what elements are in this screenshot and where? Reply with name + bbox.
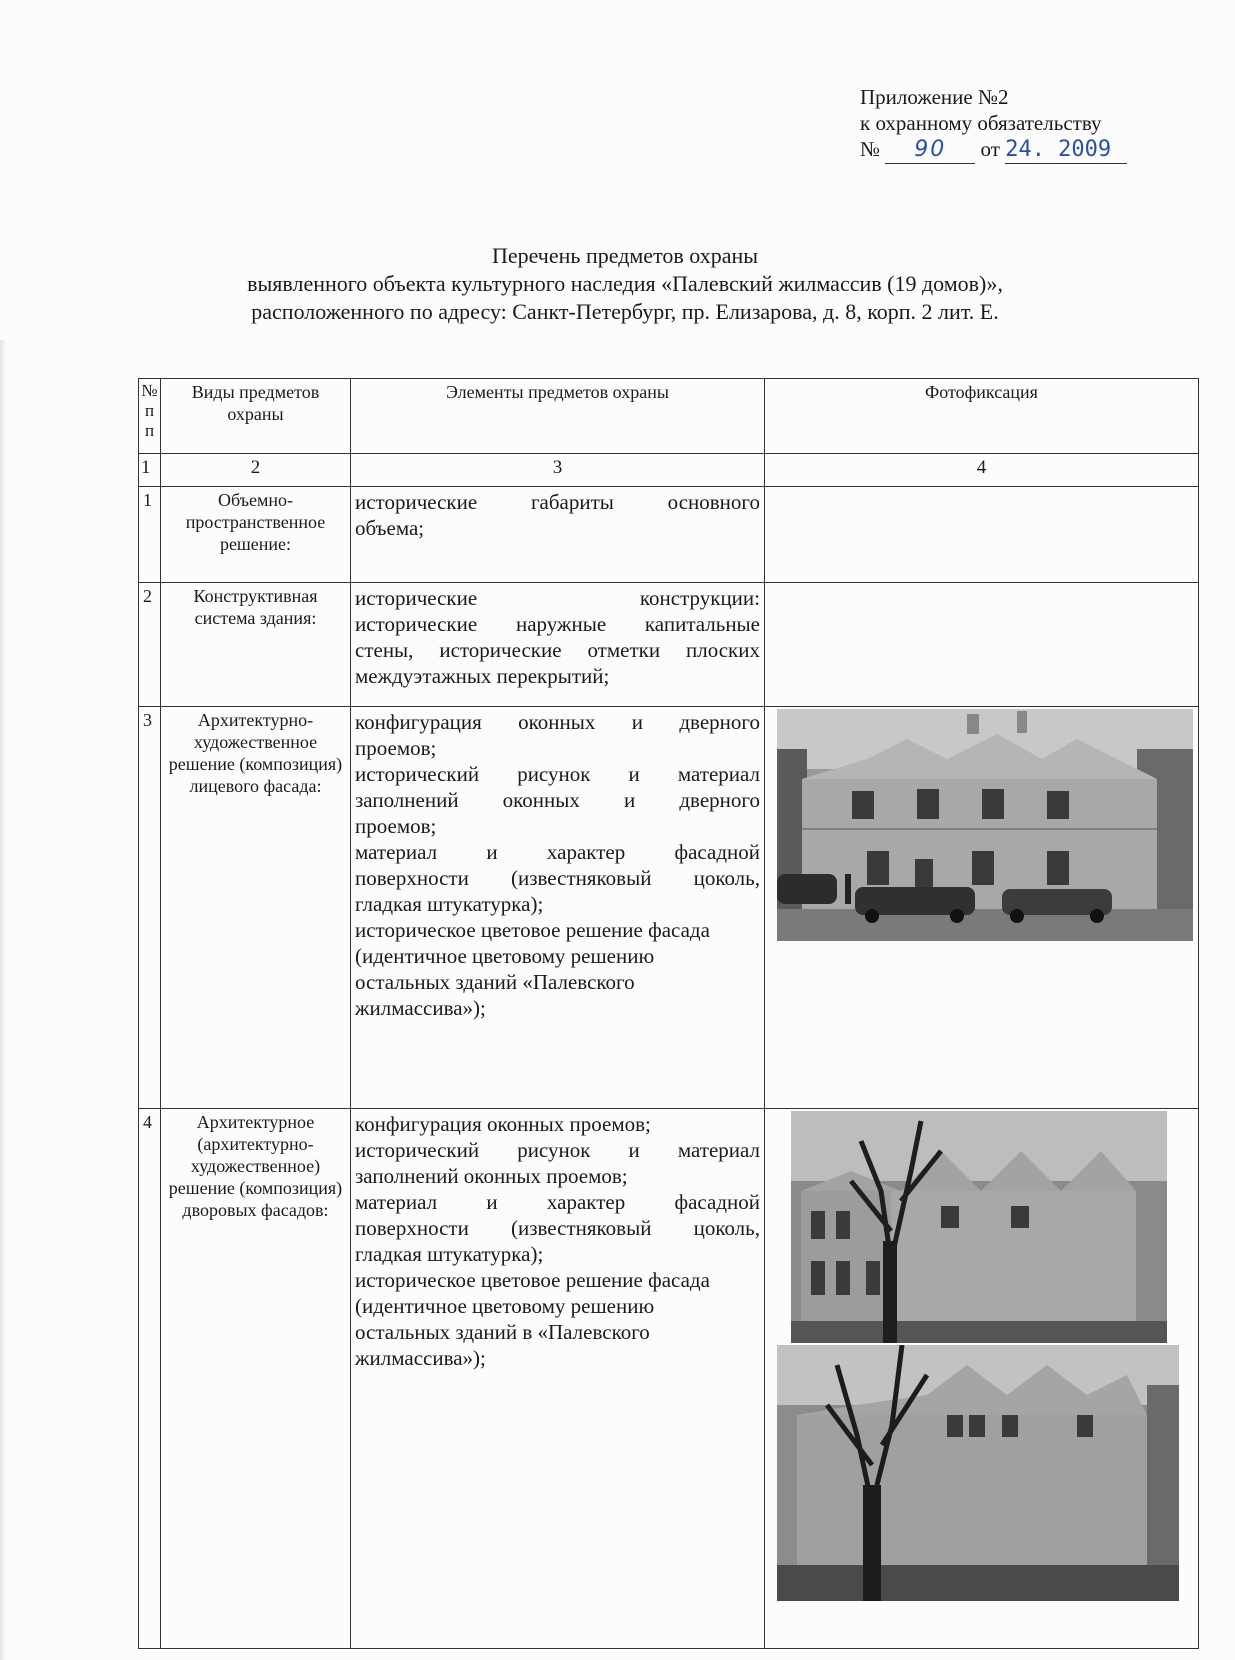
element-line: стены, исторические отметки плоских xyxy=(355,638,760,662)
element-line: заполнений оконных и дверного xyxy=(355,788,760,812)
element-line: исторические наружные капитальные xyxy=(355,612,760,636)
element-line: поверхности (известняковый цоколь, xyxy=(355,866,760,890)
col-number: 4 xyxy=(765,454,1199,487)
element-line: исторический рисунок и материал xyxy=(355,1138,760,1162)
element-line: исторический рисунок и материал xyxy=(355,762,760,786)
appendix-header xyxy=(860,84,1200,164)
col-number: 2 xyxy=(161,454,351,487)
row-photo-cell xyxy=(765,707,1199,1109)
element-line: поверхности (известняковый цоколь, xyxy=(355,1216,760,1240)
courtyard-facade-photo-2 xyxy=(777,1345,1179,1601)
col-number: 3 xyxy=(351,454,765,487)
element-line: проемов; xyxy=(355,814,437,838)
element-line: проемов; xyxy=(355,736,437,760)
row-number: 2 xyxy=(139,583,161,707)
title-line-1: Перечень предметов охраны xyxy=(491,243,759,268)
element-line: исторические габариты основного xyxy=(355,490,760,514)
table-header-row xyxy=(139,379,1199,454)
element-line: конфигурация оконных и дверного xyxy=(355,710,760,734)
row-kind: Архитектурно-художественное решение (композиция) лицевого фасада: xyxy=(161,707,351,1109)
number-label: № xyxy=(860,137,881,161)
scan-edge-shadow xyxy=(0,340,6,1660)
element-line: историческое цветовое решение фасада xyxy=(355,1268,710,1292)
element-line: материал и характер фасадной xyxy=(355,1190,760,1214)
row-photo-cell xyxy=(765,1109,1199,1649)
element-line: заполнений оконных проемов; xyxy=(355,1164,628,1188)
row-number: 1 xyxy=(139,487,161,583)
element-line: жилмассива»); xyxy=(355,1346,486,1370)
element-line: конфигурация оконных проемов; xyxy=(355,1112,651,1136)
element-line: историческое цветовое решение фасада xyxy=(355,918,710,942)
element-line: материал и характер фасадной xyxy=(355,840,760,864)
street-facade-photo xyxy=(777,709,1193,941)
element-line: гладкая штукатурка); xyxy=(355,1242,544,1266)
row-number: 3 xyxy=(139,707,161,1109)
element-line: исторические конструкции: xyxy=(355,586,760,610)
element-line: жилмассива»); xyxy=(355,996,486,1020)
header-kind: Виды предметов охраны xyxy=(161,379,351,454)
table-row xyxy=(139,487,1199,583)
row-elements xyxy=(351,583,765,707)
appendix-line-1: Приложение №2 xyxy=(860,85,1009,109)
element-line: гладкая штукатурка); xyxy=(355,892,544,916)
row-elements xyxy=(351,1109,765,1649)
row-elements xyxy=(351,707,765,1109)
protection-items-table xyxy=(138,378,1199,1649)
element-line: объема; xyxy=(355,516,425,540)
document-title xyxy=(100,242,1150,326)
table-row xyxy=(139,1109,1199,1649)
courtyard-facade-photo xyxy=(791,1111,1167,1343)
appendix-line-2: к охранному обязательству xyxy=(860,111,1102,135)
row-kind: Объемно-пространственное решение: xyxy=(161,487,351,583)
header-elements: Элементы предметов охраны xyxy=(351,379,765,454)
row-kind: Архитектурное (архитектурно-художественное) решение (композиция) дворовых фасадов: xyxy=(161,1109,351,1649)
element-line: (идентичное цветовому решению xyxy=(355,944,655,968)
col-number: 1 xyxy=(139,454,161,487)
row-elements xyxy=(351,487,765,583)
header-photo: Фотофиксация xyxy=(765,379,1199,454)
from-label: от xyxy=(980,137,1000,161)
element-line: остальных зданий в «Палевского xyxy=(355,1320,650,1344)
title-line-3: расположенного по адресу: Санкт-Петербург, пр. Елизарова, д. 8, корп. 2 лит. Е. xyxy=(251,299,999,324)
handwritten-number: 90 xyxy=(885,136,975,164)
element-line: (идентичное цветовому решению xyxy=(355,1294,655,1318)
column-number-row xyxy=(139,454,1199,487)
header-num: № п п xyxy=(139,379,161,454)
element-line: междуэтажных перекрытий; xyxy=(355,664,610,688)
row-kind: Конструктивная система здания: xyxy=(161,583,351,707)
title-line-2: выявленного объекта культурного наследия «Палевский жилмассив (19 домов)», xyxy=(247,271,1003,296)
table-row xyxy=(139,583,1199,707)
appendix-number-line xyxy=(860,136,1200,164)
row-photo-empty xyxy=(765,583,1199,707)
row-number: 4 xyxy=(139,1109,161,1649)
element-line: остальных зданий «Палевского xyxy=(355,970,635,994)
row-photo-empty xyxy=(765,487,1199,583)
handwritten-date: 24. 2009 xyxy=(1005,136,1127,164)
table-row xyxy=(139,707,1199,1109)
